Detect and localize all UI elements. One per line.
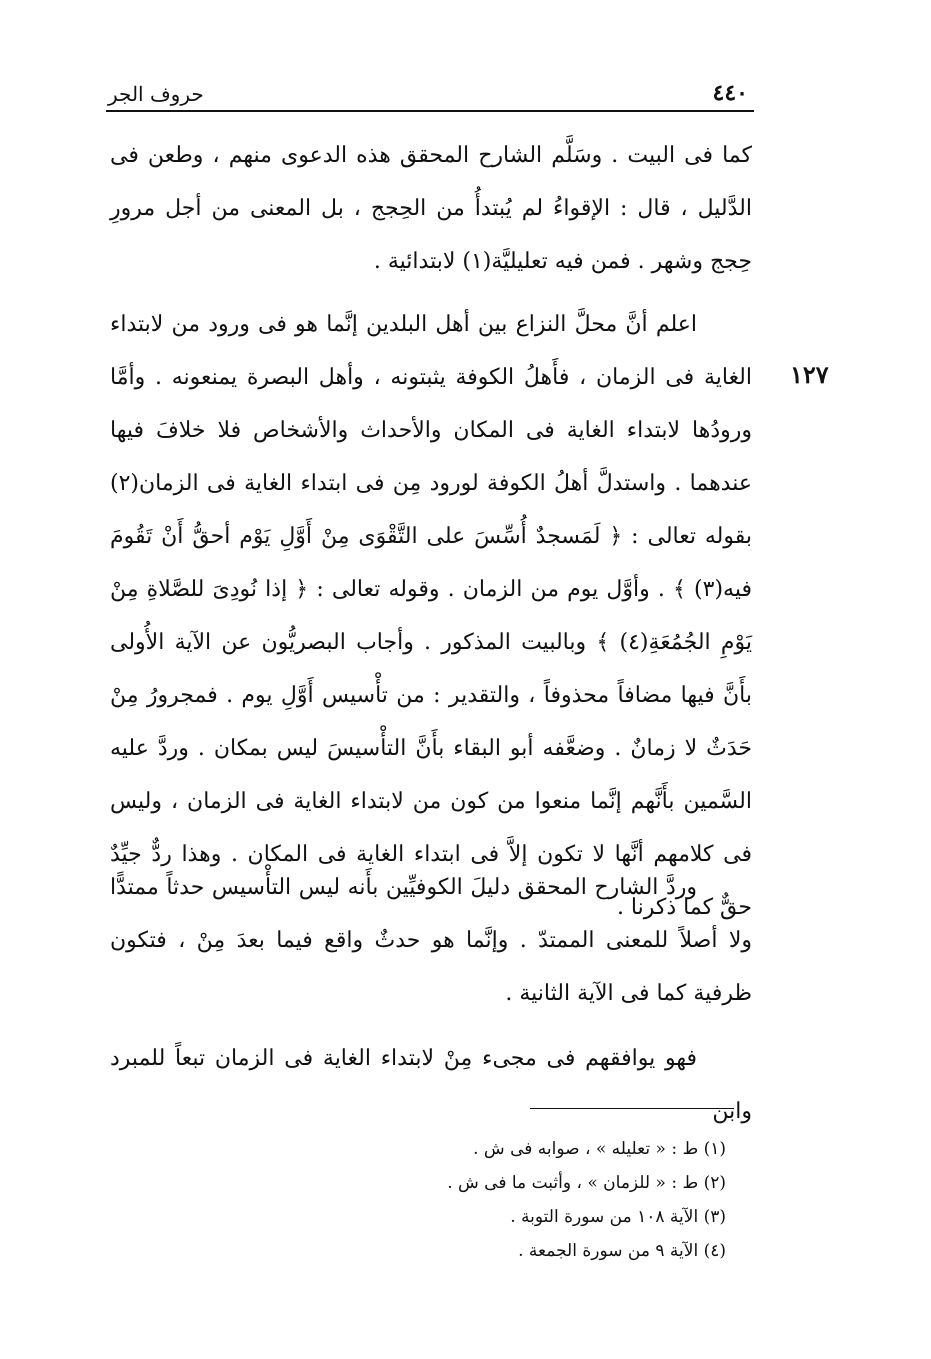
header-rule bbox=[106, 110, 754, 112]
footnote-1: (١) ط : « تعليله » ، صوابه فى ش . bbox=[473, 1139, 726, 1159]
footnote-separator bbox=[530, 1108, 734, 1109]
paragraph-text: وردَّ الشارح المحقق دليلَ الكوفيِّين بأَنه ليس التأْسيس حدثاً ممتدًّا ولا أصلاً للمعنى الممتدّ . وإنَّما هو حدثٌ واقع فيما بعدَ مِنْ ، فتكون ظرفية كما فى الآية الثانية . bbox=[110, 875, 752, 1006]
page-header bbox=[108, 78, 748, 110]
footnote-4: (٤) الآية ٩ من سورة الجمعة . bbox=[518, 1241, 726, 1261]
paragraph-4 bbox=[110, 1032, 752, 1138]
page-number: ٤٤٠ bbox=[712, 80, 748, 106]
paragraph-3 bbox=[110, 861, 752, 1020]
footnote-3: (٣) الآية ١٠٨ من سورة التوبة . bbox=[510, 1207, 726, 1227]
footnotes bbox=[330, 1132, 726, 1268]
running-title: حروف الجر bbox=[108, 82, 204, 106]
paragraph-2 bbox=[110, 298, 752, 934]
paragraph-text: فهو يوافقهم فى مجىء مِنْ لابتداء الغاية فى الزمان تبعاً للمبرد وابن bbox=[110, 1046, 752, 1124]
paragraph-text: كما فى البيت . وسَلَّم الشارح المحقق هذه الدعوى منهم ، وطعن فى الدَّليل ، قال : الإقواءُ لم يُبتدأُ من الحِجج ، بل المعنى من أجل مرورِ حِجج وشهر . فمن فيه تعليليَّة(١) لابتدائية . bbox=[110, 143, 752, 274]
margin-number: ١٢٧ bbox=[790, 360, 829, 389]
paragraph-text: اعلم أنَّ محلَّ النزاع بين أهل البلدين إنَّما هو فى ورود من لابتداء الغاية فى الزمان ، فأَهلُ الكوفة يثبتونه ، وأهل البصرة يمنعونه . وأمَّا ورودُها لابتداء الغاية فى المكان والأحداث والأشخاص فلا خلافَ فيها عندهما . واستدلَّ أهلُ الكوفة لورود مِن فى ابتداء الغاية فى الزمان(٢) بقوله تعالى : ﴿ لَمَسجدٌ أُسِّسَ على التَّقْوَى مِنْ أَوَّلِ يَوْم أحقُّ أَنْ تَقُومَ فيه(٣) ﴾ . وأوَّل يوم من الزمان . وقوله تعالى : ﴿ إذا نُودِىَ للصَّلاةِ مِنْ يَوْمِ الجُمُعَةِ(٤) ﴾ وبالبيت المذكور . وأجاب البصريُّون عن الآية الأُولى بأَنَّ فيها مضافاً محذوفاً ، والتقدير : من تأْسيس أَوَّلِ يوم . فمجرورُ مِنْ حَدَثٌ لا زمانٌ . وضعَّفه أبو البقاء بأَنَّ التأْسيسَ ليس بمكان . وردَّ عليه السَّمين بأَنَّهم إنَّما منعوا من كون من لابتداء الغاية فى الزمان ، وليس فى كلامهم أنَّها لا تكون إلاَّ فى ابتداء الغاية فى المكان . وهذا ردٌّ جيِّدٌ حقٌّ كما ذكرنا . bbox=[110, 312, 752, 920]
paragraph-1 bbox=[110, 129, 752, 288]
footnote-2: (٢) ط : « للزمان » ، وأثبت ما فى ش . bbox=[447, 1173, 726, 1193]
